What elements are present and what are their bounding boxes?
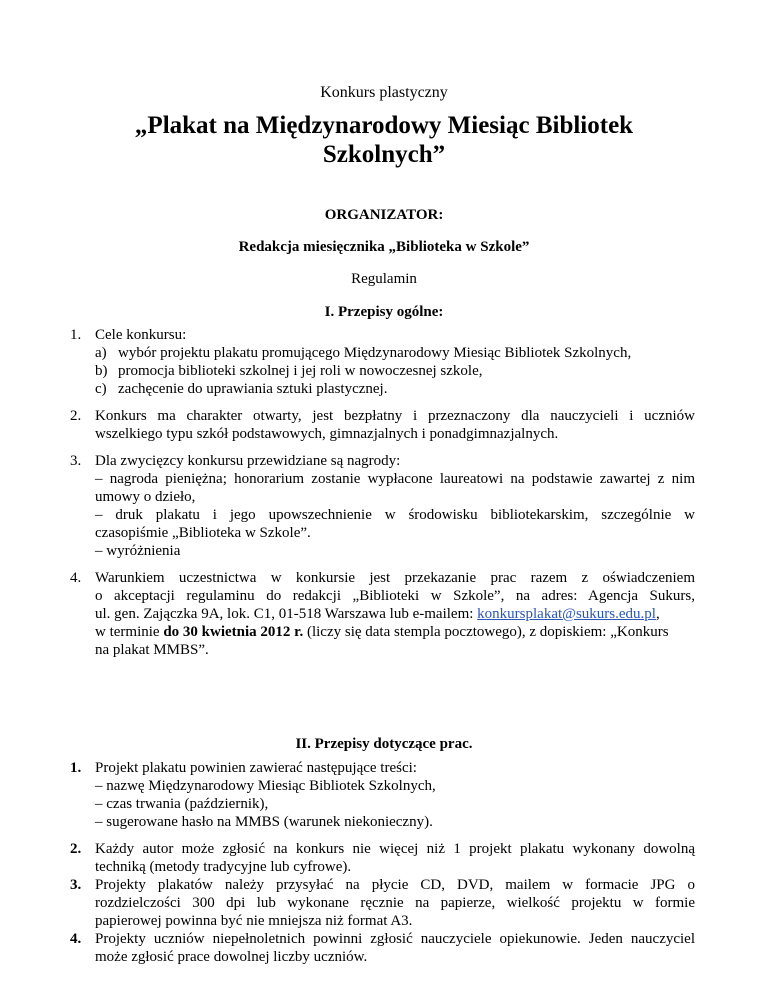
s2-p3-num: 3.: [70, 877, 82, 893]
section2-heading: II. Przepisy dotyczące prac.: [295, 736, 473, 752]
s1-p1-item-c: zachęcenie do uprawiania sztuki plastycznej.: [118, 381, 388, 397]
s1-p4-deadline: do 30 kwietnia 2012 r.: [163, 624, 304, 640]
s2-p1-line-3: – czas trwania (październik),: [95, 796, 269, 812]
s1-p2-line-1: Konkurs ma charakter otwarty, jest bezpłatny i przeznaczony dla nauczycieli i uczniów: [95, 408, 695, 424]
s2-p2-line-2: techniką (metody tradycyjne lub cyfrowe).: [95, 859, 352, 875]
section1-heading: I. Przepisy ogólne:: [324, 304, 444, 320]
organizer-label: ORGANIZATOR:: [324, 207, 444, 223]
s1-p3-line-2: – nagroda pieniężna; honorarium zostanie wypłacone laureatowi na podstawie zawartej z nim: [95, 471, 695, 487]
s2-p1-line-4: – sugerowane hasło na MMBS (warunek niekonieczny).: [95, 814, 433, 830]
s1-p1-mark-a: a): [95, 345, 107, 361]
s1-p3-line-5: czasopiśmie „Biblioteka w Szkole”.: [95, 525, 311, 541]
s1-p4-line-5: na plakat MMBS”.: [95, 642, 209, 658]
s1-p4-line-4: [95, 623, 669, 641]
s2-p1-line-1: Projekt plakatu powinien zawierać następujące treści:: [95, 760, 417, 776]
s1-p1-mark-b: b): [95, 363, 108, 379]
regulamin-label: Regulamin: [351, 271, 417, 287]
title-line-1: „Plakat na Międzynarodowy Miesiąc Bibliotek: [134, 112, 634, 139]
title-line-2: Szkolnych”: [322, 141, 446, 168]
s1-p3-line-6: – wyróżnienia: [95, 543, 181, 559]
s1-p4-comma: ,: [655, 606, 660, 622]
s1-p3-line-3: umowy o dzieło,: [95, 489, 196, 505]
s1-p2-num: 2.: [70, 408, 82, 424]
s2-p2-num: 2.: [70, 841, 82, 857]
s1-p1-mark-c: c): [95, 381, 107, 397]
s1-p3-line-1: Dla zwycięzcy konkursu przewidziane są nagrody:: [95, 453, 401, 469]
s1-p4-line-3: [95, 605, 660, 623]
s2-p1-num: 1.: [70, 760, 82, 776]
email-link[interactable]: konkursplakat@sukurs.edu.pl: [477, 606, 656, 622]
s1-p4-term-rest: (liczy się data stempla pocztowego), z dopiskiem: „Konkurs: [303, 624, 669, 640]
s2-p3-line-2: rozdzielczości 300 dpi lub wykonane ręcznie na papierze, wielkość projektu w formie: [95, 895, 695, 911]
contest-title: [0, 111, 768, 169]
s1-p3-line-4: – druk plakatu i jego upowszechnienie w środowisku bibliotekarskim, szczególnie w: [95, 507, 695, 523]
s2-p1-line-2: – nazwę Międzynarodowy Miesiąc Bibliotek Szkolnych,: [95, 778, 436, 794]
s2-p3-line-3: papierowej powinna być nie mniejsza niż format A3.: [95, 913, 413, 929]
s2-p4-line-1: Projekty uczniów niepełnoletnich powinni zgłosić nauczyciele opiekunowie. Jeden nauczyciel: [95, 931, 695, 947]
s1-p4-line-1: Warunkiem uczestnictwa w konkursie jest przekazanie prac razem z oświadczeniem: [95, 570, 695, 586]
contest-subtitle: Konkurs plastyczny: [320, 84, 448, 101]
s2-p3-line-1: Projekty plakatów należy przysyłać na płycie CD, DVD, mailem w formacie JPG o: [95, 877, 695, 893]
s1-p4-line-2: o akceptacji regulaminu do redakcji „Biblioteki w Szkole”, na adres: Agencja Sukurs,: [95, 588, 695, 604]
s1-p2-line-2: wszelkiego typu szkół podstawowych, gimnazjalnych i ponadgimnazjalnych.: [95, 426, 559, 442]
s2-p4-num: 4.: [70, 931, 82, 947]
s1-p1-lead: Cele konkursu:: [95, 327, 187, 343]
s1-p4-num: 4.: [70, 570, 82, 586]
s2-p4-line-2: może zgłosić prace dowolnej liczby uczniów.: [95, 949, 368, 965]
s1-p1-num: 1.: [70, 327, 82, 343]
s1-p4-address: ul. gen. Zajączka 9A, lok. C1, 01-518 Warszawa lub e-mailem:: [95, 606, 478, 622]
s1-p1-item-a: wybór projektu plakatu promującego Międzynarodowy Miesiąc Bibliotek Szkolnych,: [118, 345, 632, 361]
organizer-name: Redakcja miesięcznika „Biblioteka w Szkole”: [238, 239, 530, 255]
s1-p3-num: 3.: [70, 453, 82, 469]
s1-p1-item-b: promocja biblioteki szkolnej i jej roli w nowoczesnej szkole,: [118, 363, 483, 379]
s1-p4-term-label: w terminie: [95, 624, 164, 640]
s2-p2-line-1: Każdy autor może zgłosić na konkurs nie więcej niż 1 projekt plakatu wykonany dowolną: [95, 841, 695, 857]
